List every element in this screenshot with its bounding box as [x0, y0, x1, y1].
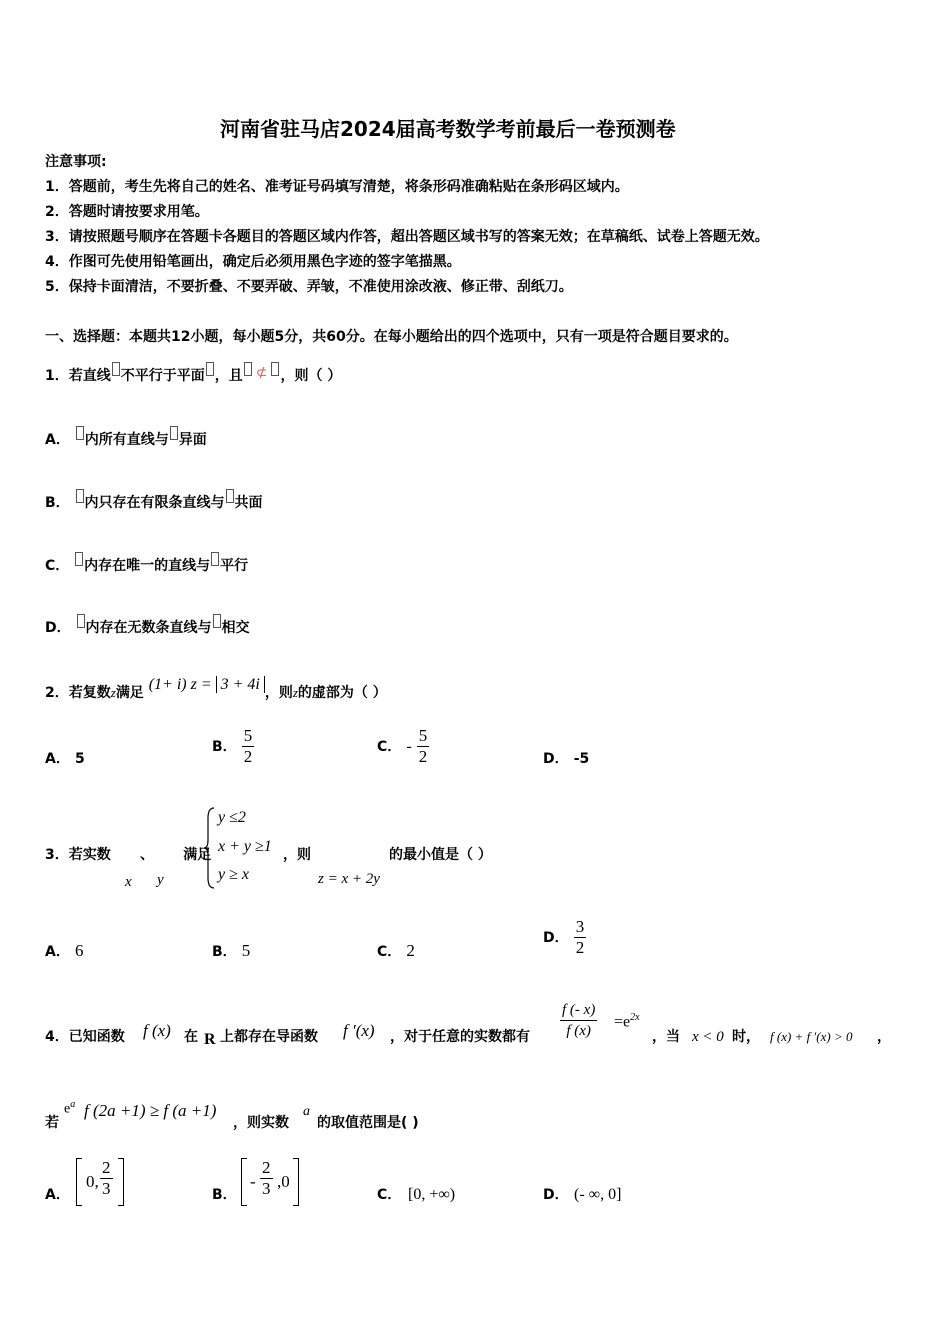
note-item: 5．保持卡面清洁，不要折叠、不要弄破、弄皱，不准使用涂改液、修正带、刮纸刀。: [45, 279, 573, 295]
q1-suffix: ，则（ ）: [280, 368, 342, 384]
option-text: 内只存在有限条直线与: [84, 495, 225, 511]
question-1: [45, 362, 341, 385]
placeholder-box: [206, 362, 214, 376]
section-heading: 一、选择题：本题共12小题，每小题5分，共60分。在每小题给出的四个选项中，只有一项是符合题目要求的。: [45, 329, 738, 345]
q1-option-d: [45, 614, 250, 637]
var-z: z: [110, 685, 116, 700]
q3-option-a: [45, 941, 83, 961]
placeholder-box: [75, 552, 83, 566]
page-title: 河南省驻马店2024届高考数学考前最后一卷预测卷: [220, 117, 676, 141]
exp-a: $e^a$: [64, 1099, 76, 1117]
constraint: y ≥ x: [218, 866, 249, 883]
option-label: C．: [377, 1187, 402, 1203]
var-z: z: [292, 685, 298, 700]
q2-option-a: [45, 748, 85, 768]
q4-comma: ，: [877, 1029, 891, 1045]
placeholder-box: [211, 552, 219, 566]
q4-option-b-interval: - $\frac{2}{3}$ ,0: [241, 1158, 299, 1208]
var-a: a: [303, 1104, 310, 1119]
option-label: C．: [377, 944, 402, 960]
fraction: $\frac{3}{2}$: [575, 917, 585, 957]
placeholder-box: [271, 362, 279, 376]
q1-mid2: ，且: [214, 368, 243, 384]
q3-option-b: [212, 941, 250, 961]
placeholder-box: [170, 426, 178, 440]
fraction: $\frac{5}{2}$: [243, 726, 253, 766]
placeholder-box: [77, 614, 85, 628]
q4-prefix: 4．已知函数: [45, 1029, 125, 1045]
q2-option-b: [212, 726, 254, 767]
q3-prefix: 3．若实数: [45, 847, 111, 863]
option-label: C．: [45, 558, 70, 574]
q1-prefix: 1．若直线: [45, 368, 111, 384]
option-label: A．: [45, 944, 70, 960]
option-text: 平行: [220, 558, 249, 574]
q2-prefix: 2．若复数: [45, 685, 111, 701]
q4-option-a-interval: 0, $\frac{2}{3}$: [76, 1158, 124, 1208]
question-2: [45, 676, 387, 702]
option-label: D．: [543, 930, 569, 946]
option-label: A．: [45, 751, 70, 767]
option-label: D．: [543, 751, 569, 767]
condition-x-negative: x < 0: [692, 1029, 724, 1045]
q2-option-d: [543, 748, 589, 768]
option-label: B．: [212, 944, 237, 960]
option-label: A．: [45, 432, 70, 448]
option-label: B．: [212, 1187, 237, 1203]
option-label: D．: [45, 620, 71, 636]
option-text: 内所有直线与: [84, 432, 169, 448]
func-fx: f (x): [143, 1021, 171, 1040]
placeholder-box: [226, 489, 234, 503]
minus-sign: -: [406, 738, 412, 755]
q2-option-c: [377, 726, 429, 767]
q3-then: ，则: [283, 847, 311, 863]
q3-mid: 满足: [183, 847, 212, 863]
q4-when: ，当: [652, 1029, 680, 1045]
q4-suffix: 的取值范围是( ): [317, 1115, 419, 1131]
inequality: f (x) + f ′(x) > 0: [770, 1029, 853, 1044]
placeholder-box: [244, 362, 252, 376]
note-item: 3．请按照题号顺序在答题卡各题目的答题区域内作答，超出答题区域书写的答案无效；在草稿纸、试卷上答题无效。: [45, 229, 769, 245]
q2-suffix: 的虚部为（ ）: [297, 685, 387, 701]
var-x: x: [125, 874, 132, 890]
option-text: 相交: [221, 620, 250, 636]
option-value: -5: [573, 751, 590, 767]
note-item: 4．作图可先使用铅笔画出，确定后必须用黑色字迹的签字笔描黑。: [45, 254, 461, 270]
func-fpx: f ′(x): [343, 1021, 375, 1040]
option-label: D．: [543, 1187, 569, 1203]
q3-sep: 、: [140, 847, 154, 863]
not-subset-symbol: ⊄: [255, 365, 268, 381]
placeholder-box: [112, 362, 120, 376]
q1-option-b: [45, 489, 263, 512]
exp-term: $=e^{2x}$: [614, 1012, 640, 1031]
option-text: 内存在无数条直线与: [85, 620, 212, 636]
q4-on: 在: [184, 1029, 198, 1045]
q1-option-c: [45, 552, 248, 575]
q4-range-text: ，则实数: [233, 1115, 289, 1131]
q4-any: ，对于任意的实数都有: [390, 1029, 530, 1045]
q3-option-d: [543, 917, 586, 958]
q4-shi: 时，: [732, 1029, 760, 1045]
placeholder-box: [213, 614, 221, 628]
option-label: B．: [45, 495, 70, 511]
objective-function: z = x + 2y: [318, 871, 380, 887]
option-text: 异面: [178, 432, 207, 448]
notes-block: [45, 150, 769, 300]
constraint: y ≤2: [218, 809, 246, 826]
constraint: x + y ≥1: [218, 838, 272, 855]
option-value: 2: [406, 941, 415, 960]
option-label: B．: [212, 739, 237, 755]
q1-option-a: [45, 426, 207, 449]
placeholder-box: [76, 426, 84, 440]
note-item: 2．答题时请按要求用笔。: [45, 204, 209, 220]
system-brace: [204, 806, 216, 890]
option-text: 共面: [234, 495, 263, 511]
q4-option-d-interval: (- ∞, 0]: [574, 1186, 622, 1203]
q2-equation: (1+ i) z = 3 + 4i: [149, 676, 265, 693]
q4-option-c-interval: [0, +∞): [408, 1186, 456, 1203]
option-text: 内存在唯一的直线与: [84, 558, 211, 574]
q2-mid2: ，则: [264, 685, 293, 701]
option-value: 5: [241, 941, 251, 960]
real-set-R: R: [204, 1031, 216, 1048]
inequality-2: f (2a +1) ≥ f (a +1): [84, 1101, 217, 1120]
q1-mid1: 不平行于平面: [120, 368, 205, 384]
option-label: C．: [377, 739, 402, 755]
question-3: [45, 844, 211, 864]
fraction: $\frac{5}{2}$: [418, 726, 428, 766]
ratio-fraction: $\frac{f (- x)}{f (x)}$: [562, 1002, 596, 1039]
option-value: 6: [74, 941, 84, 960]
q3-option-c: [377, 941, 415, 961]
q3-suffix: 的最小值是（ ）: [389, 847, 492, 863]
q2-mid: 满足: [115, 685, 144, 701]
note-item: 1．答题前，考生先将自己的姓名、准考证号码填写清楚，将条形码准确粘贴在条形码区域内。: [45, 179, 629, 195]
q4-deriv-text: 上都存在导函数: [220, 1029, 318, 1045]
q4-if: 若: [45, 1115, 59, 1131]
var-y: y: [157, 872, 164, 888]
notes-heading: 注意事项:: [45, 154, 107, 170]
option-value: 5: [74, 751, 85, 767]
option-label: A．: [45, 1187, 70, 1203]
placeholder-box: [76, 489, 84, 503]
